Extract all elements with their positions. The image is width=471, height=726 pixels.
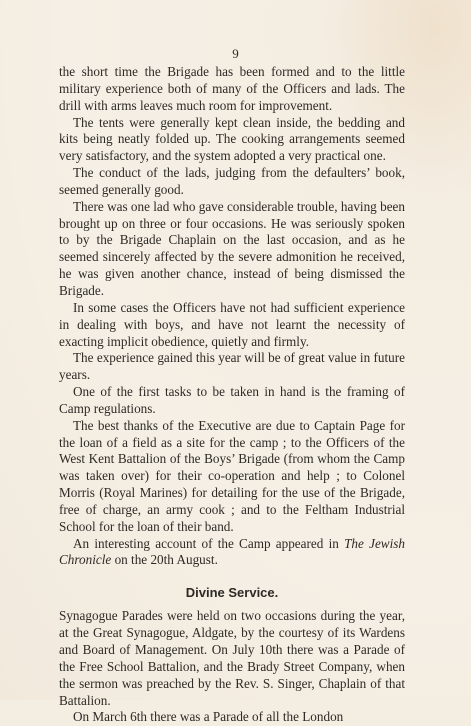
paragraph: In some cases the Officers have not had sufficient experience in dealing with boys, and have not learnt the necessity of exacting implicit obedience, quietly and firmly.	[59, 299, 405, 349]
paragraph: On March 6th there was a Parade of all the London	[73, 709, 344, 725]
paragraph: Synagogue Parades were held on two occasions during the year, at the Great Synagogue, Aldgate, by the courtesy of its Wardens and Board of Management. On July 10th there was a Parade of the Free School Battalion, and the Brady Street Company, when the sermon was preached by the Rev. S. Singer, Chaplain of that Battalion.	[59, 608, 405, 708]
paragraph: The tents were generally kept clean inside, the bedding and kits being neatly folded up. The cooking arrangements seemed very satisfactory, and the system adopted a very practical one.	[59, 114, 405, 164]
section-heading: Divine Service.	[185, 585, 279, 601]
paragraph: The experience gained this year will be of great value in future years.	[59, 350, 405, 383]
paragraph: There was one lad who gave considerable trouble, having been brought up on three or four occasions. He was seriously spoken to by the Brigade Chaplain on the last occasion, and as he seemed sincerely affected by the severe admonition he received, he was given another chance, instead of being dismissed the Brigade.	[59, 198, 405, 298]
paragraph: The conduct of the lads, judging from the defaulters’ book, seemed generally good.	[59, 165, 405, 197]
paragraph: The best thanks of the Executive are due to Captain Page for the loan of a field as a site for the camp ; to the Officers of the West Kent Battalion of the Boys’ Brigade (from whom the Camp was taken over) for their co-operation and help ; to Colonel Morris (Royal Marines) for detailing for the use of the Brigade, free of charge, an army cook ; and to the Feltham Industrial School for the loan of their band.	[59, 417, 405, 534]
paragraph: the short time the Brigade has been formed and to the little military experience both of many of the Officers and lads. The drill with arms leaves much room for improvement.	[59, 64, 405, 113]
page-number: 9	[232, 46, 239, 61]
paragraph-text: An interesting account of the Camp appeared in	[73, 535, 345, 551]
paragraph	[59, 536, 405, 570]
paragraph-text: on the 20th August.	[111, 552, 218, 568]
paragraph: One of the first tasks to be taken in hand is the framing of Camp regulations.	[59, 384, 405, 416]
publication-title: The Jewish Chronicle	[59, 535, 405, 568]
body-text	[59, 64, 405, 726]
